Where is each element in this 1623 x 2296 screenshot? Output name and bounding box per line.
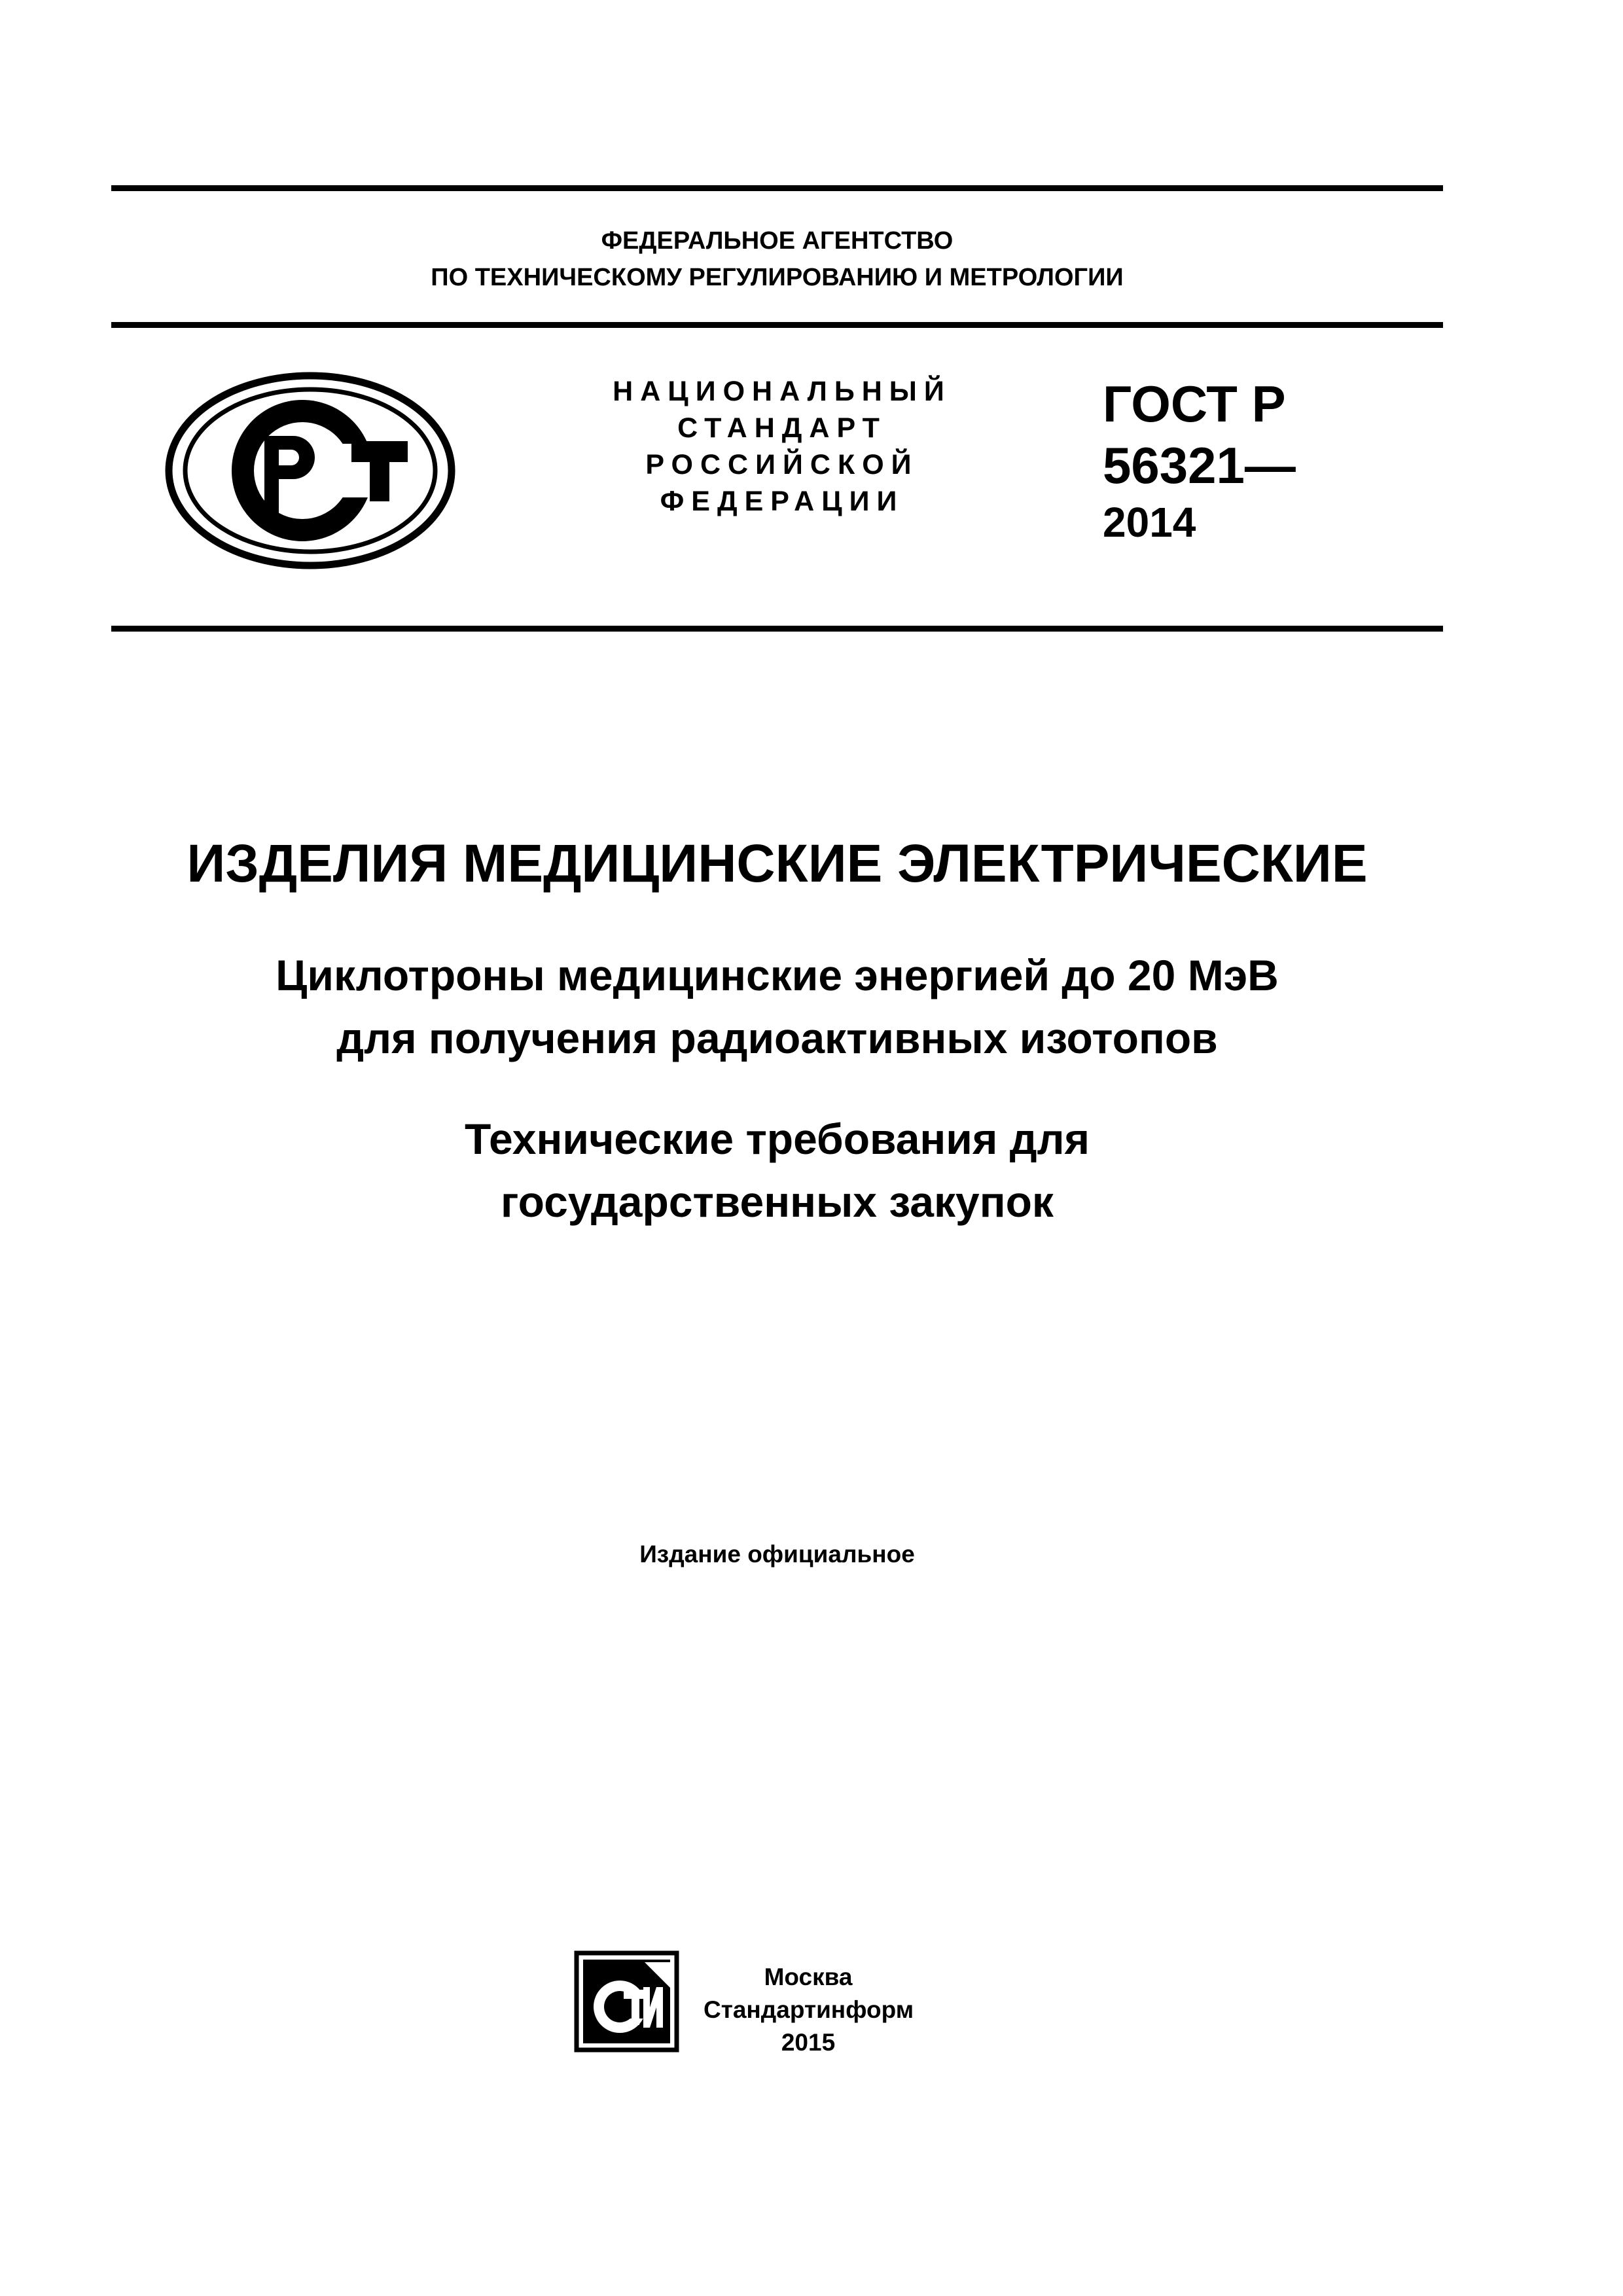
standard-type-line-3: РОССИЙСКОЙ [645,449,919,480]
publisher-name: Стандартинформ [704,1996,914,2023]
subtitle [111,944,1443,1069]
standard-type-line-2: СТАНДАРТ [677,412,887,444]
agency-line-2: ПО ТЕХНИЧЕСКОМУ РЕГУЛИРОВАНИЮ И МЕТРОЛОГИИ [431,264,1124,291]
rst-emblem-icon [165,372,456,569]
agency-header [111,223,1443,296]
designation-line-1: ГОСТ Р [1103,375,1286,433]
main-title: ИЗДЕЛИЯ МЕДИЦИНСКИЕ ЭЛЕКТРИЧЕСКИЕ [187,834,1368,893]
document-titles [111,831,1443,1233]
publisher-city: Москва [764,1964,853,1990]
edition-label: Издание официальное [639,1541,915,1568]
standartinform-logo-icon [573,1949,681,2054]
agency-line-1: ФЕДЕРАЛЬНОЕ АГЕНТСТВО [601,227,954,255]
emblem-rule [111,626,1443,632]
designation-line-3: 2014 [1103,499,1196,546]
designation-line-2: 56321— [1103,437,1296,494]
publication-year: 2015 [781,2029,836,2056]
standard-designation [1103,373,1296,548]
publisher-block [704,1961,913,2059]
subtitle-line-2: для получения радиоактивных изотопов [336,1014,1218,1062]
standard-type-line-4: ФЕДЕРАЦИИ [660,486,904,517]
standard-type [553,373,1011,520]
top-rule [111,185,1443,191]
subtitle-line-1: Циклотроны медицинские энергией до 20 МэВ [276,951,1279,999]
standard-type-line-1: НАЦИОНАЛЬНЫЙ [613,376,952,407]
subtitle-requirements [111,1107,1443,1233]
subtitle-requirements-line-2: государственных закупок [501,1177,1054,1226]
header-rule [111,322,1443,328]
subtitle-requirements-line-1: Технические требования для [464,1115,1090,1163]
